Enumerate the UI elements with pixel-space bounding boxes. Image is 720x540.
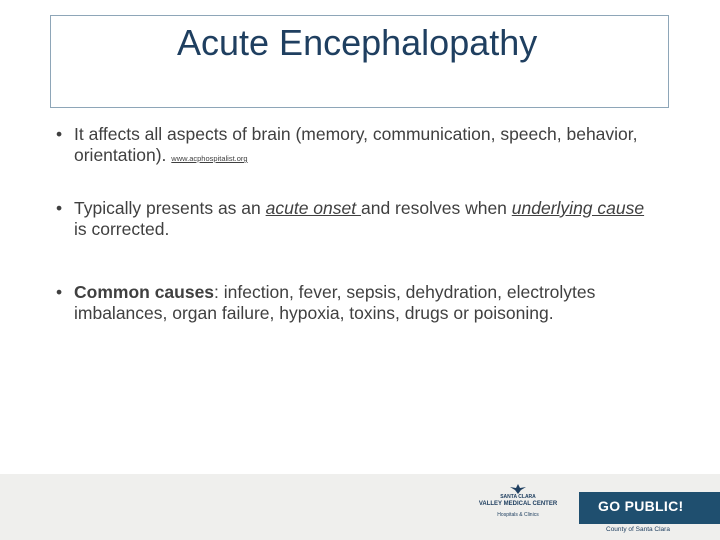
bullet-dot: • [56,124,63,144]
bullet2-part2: and resolves when [360,198,512,218]
logo-line-1: SANTA CLARA [500,494,536,500]
logo-line-3: Hospitals & Clinics [497,512,539,518]
bullet-text [74,282,654,324]
bullet-text [74,124,654,169]
slide-title: Acute Encephalopathy [177,22,538,63]
common-causes-label: Common causes [74,282,215,302]
bullet-dot: • [56,282,63,302]
bullet-dot: • [56,198,63,218]
go-public-text: GO PUBLIC! [598,498,684,514]
bullet2-part1: Typically presents as an [74,198,266,218]
citation-link[interactable]: www.acphospitalist.org [171,154,248,163]
bullet3-rest: : infection, fever, sepsis, dehydration, electrolytes imbalances, organ failure, hypoxia, toxins, drugs or poisoning. [74,282,596,323]
acute-onset-text: acute onset [265,198,361,218]
svmc-logo [474,484,562,528]
bullet-text [74,198,654,240]
underlying-cause-text: underlying cause [511,198,645,218]
bullet1-text: It affects all aspects of brain (memory, communication, speech, behavior, orientation). [74,124,638,165]
bullet2-part3: is corrected. [74,219,170,239]
county-label: County of Santa Clara [606,526,670,533]
eagle-icon [510,484,526,494]
logo-line-2: VALLEY MEDICAL CENTER [478,501,558,507]
go-public-banner [579,492,720,524]
